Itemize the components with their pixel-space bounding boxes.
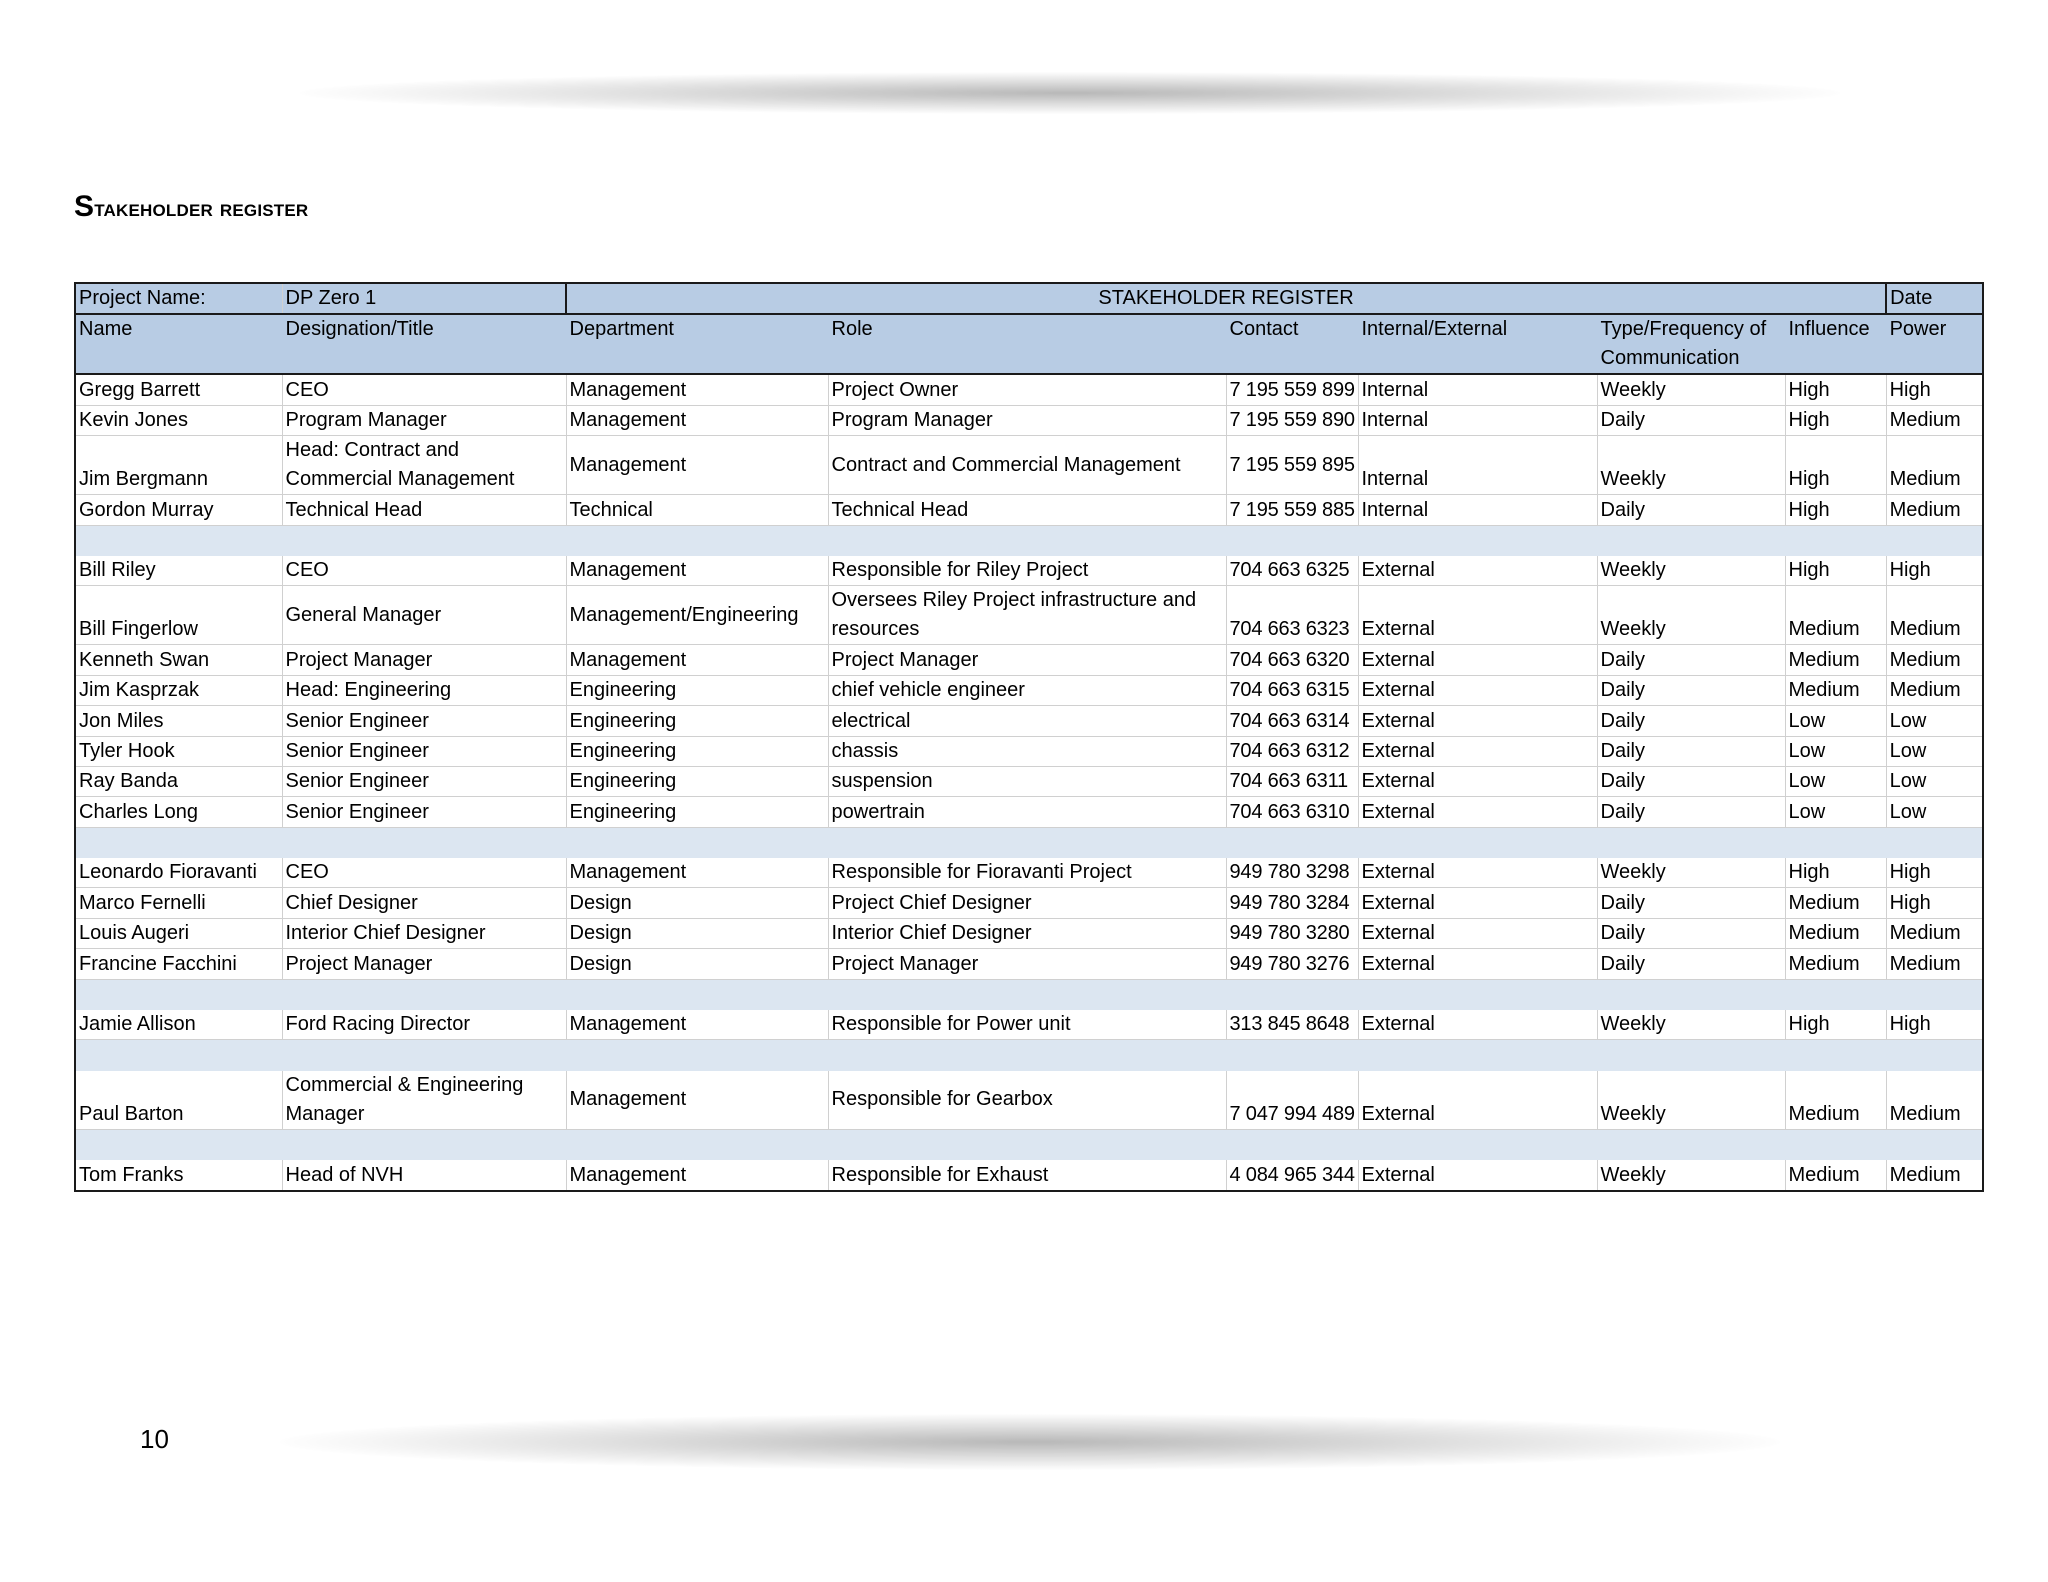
title-cell: Technical Head bbox=[282, 495, 566, 525]
project-name-label: Project Name: bbox=[75, 283, 282, 314]
stakeholder-row bbox=[75, 374, 1983, 405]
separator-cell bbox=[1597, 1129, 1785, 1159]
internal-external-cell: External bbox=[1358, 888, 1597, 918]
project-name-value: DP Zero 1 bbox=[282, 283, 566, 314]
separator-cell bbox=[75, 525, 282, 555]
separator-cell bbox=[828, 827, 1226, 857]
title-cell: Program Manager bbox=[282, 405, 566, 435]
title-cell: CEO bbox=[282, 374, 566, 405]
role-cell: Responsible for Riley Project bbox=[828, 555, 1226, 585]
title-cell: CEO bbox=[282, 858, 566, 888]
power-cell: High bbox=[1886, 555, 1983, 585]
separator-cell bbox=[1886, 525, 1983, 555]
power-cell: High bbox=[1886, 374, 1983, 405]
contact-cell: 7 195 559 885 bbox=[1226, 495, 1358, 525]
stakeholder-row bbox=[75, 1160, 1983, 1191]
influence-cell: High bbox=[1785, 858, 1886, 888]
separator-cell bbox=[1226, 979, 1358, 1009]
frequency-cell: Daily bbox=[1597, 405, 1785, 435]
separator-cell bbox=[75, 979, 282, 1009]
contact-cell: 7 195 559 895 bbox=[1226, 436, 1358, 495]
separator-cell bbox=[1358, 1040, 1597, 1070]
title-cell: Senior Engineer bbox=[282, 797, 566, 827]
separator-cell bbox=[1785, 1129, 1886, 1159]
column-header-name: Name bbox=[75, 314, 282, 374]
title-cell: General Manager bbox=[282, 586, 566, 645]
separator-cell bbox=[566, 1040, 828, 1070]
page-shadow-bottom bbox=[280, 1414, 1780, 1470]
internal-external-cell: External bbox=[1358, 675, 1597, 705]
group-separator-row bbox=[75, 979, 1983, 1009]
power-cell: Medium bbox=[1886, 586, 1983, 645]
contact-cell: 704 663 6310 bbox=[1226, 797, 1358, 827]
frequency-cell: Weekly bbox=[1597, 436, 1785, 495]
role-cell: Responsible for Power unit bbox=[828, 1010, 1226, 1040]
title-cell: Interior Chief Designer bbox=[282, 918, 566, 948]
name-cell: Paul Barton bbox=[75, 1070, 282, 1129]
title-cell: Project Manager bbox=[282, 645, 566, 675]
separator-cell bbox=[1886, 827, 1983, 857]
stakeholder-row bbox=[75, 405, 1983, 435]
frequency-cell: Weekly bbox=[1597, 374, 1785, 405]
stakeholder-row bbox=[75, 706, 1983, 736]
internal-external-cell: Internal bbox=[1358, 436, 1597, 495]
name-cell: Jon Miles bbox=[75, 706, 282, 736]
role-cell: Technical Head bbox=[828, 495, 1226, 525]
power-cell: Medium bbox=[1886, 436, 1983, 495]
department-cell: Design bbox=[566, 888, 828, 918]
name-cell: Jim Bergmann bbox=[75, 436, 282, 495]
department-cell: Management bbox=[566, 405, 828, 435]
group-separator-row bbox=[75, 1129, 1983, 1159]
department-cell: Management bbox=[566, 436, 828, 495]
title-cell: Senior Engineer bbox=[282, 766, 566, 796]
contact-cell: 949 780 3276 bbox=[1226, 949, 1358, 979]
page-heading bbox=[74, 190, 308, 224]
influence-cell: Low bbox=[1785, 706, 1886, 736]
separator-cell bbox=[566, 1129, 828, 1159]
department-cell: Management bbox=[566, 645, 828, 675]
group-separator-row bbox=[75, 525, 1983, 555]
separator-cell bbox=[566, 827, 828, 857]
frequency-cell: Daily bbox=[1597, 797, 1785, 827]
name-cell: Charles Long bbox=[75, 797, 282, 827]
power-cell: Medium bbox=[1886, 675, 1983, 705]
separator-cell bbox=[1226, 1129, 1358, 1159]
role-cell: Responsible for Exhaust bbox=[828, 1160, 1226, 1191]
separator-cell bbox=[1886, 979, 1983, 1009]
influence-cell: Medium bbox=[1785, 1070, 1886, 1129]
role-cell: chief vehicle engineer bbox=[828, 675, 1226, 705]
contact-cell: 704 663 6325 bbox=[1226, 555, 1358, 585]
department-cell: Engineering bbox=[566, 706, 828, 736]
separator-cell bbox=[566, 979, 828, 1009]
separator-cell bbox=[1226, 525, 1358, 555]
name-cell: Leonardo Fioravanti bbox=[75, 858, 282, 888]
internal-external-cell: External bbox=[1358, 918, 1597, 948]
power-cell: High bbox=[1886, 858, 1983, 888]
separator-cell bbox=[282, 1129, 566, 1159]
separator-cell bbox=[828, 1129, 1226, 1159]
separator-cell bbox=[75, 827, 282, 857]
stakeholder-row bbox=[75, 736, 1983, 766]
internal-external-cell: External bbox=[1358, 736, 1597, 766]
department-cell: Engineering bbox=[566, 736, 828, 766]
frequency-cell: Daily bbox=[1597, 495, 1785, 525]
separator-cell bbox=[1597, 979, 1785, 1009]
title-cell: Commercial & Engineering Manager bbox=[282, 1070, 566, 1129]
role-cell: Project Manager bbox=[828, 949, 1226, 979]
separator-cell bbox=[1886, 1040, 1983, 1070]
name-cell: Jim Kasprzak bbox=[75, 675, 282, 705]
internal-external-cell: Internal bbox=[1358, 495, 1597, 525]
frequency-cell: Daily bbox=[1597, 949, 1785, 979]
contact-cell: 704 663 6311 bbox=[1226, 766, 1358, 796]
power-cell: Medium bbox=[1886, 645, 1983, 675]
separator-cell bbox=[1785, 979, 1886, 1009]
name-cell: Francine Facchini bbox=[75, 949, 282, 979]
title-cell: Senior Engineer bbox=[282, 736, 566, 766]
department-cell: Technical bbox=[566, 495, 828, 525]
title-cell: Project Manager bbox=[282, 949, 566, 979]
frequency-cell: Daily bbox=[1597, 888, 1785, 918]
column-header-title: Designation/Title bbox=[282, 314, 566, 374]
internal-external-cell: External bbox=[1358, 766, 1597, 796]
power-cell: Medium bbox=[1886, 918, 1983, 948]
influence-cell: High bbox=[1785, 555, 1886, 585]
stakeholder-row bbox=[75, 949, 1983, 979]
frequency-cell: Daily bbox=[1597, 645, 1785, 675]
power-cell: Low bbox=[1886, 736, 1983, 766]
role-cell: Project Owner bbox=[828, 374, 1226, 405]
date-label: Date bbox=[1886, 283, 1983, 314]
department-cell: Management bbox=[566, 1070, 828, 1129]
column-header-power: Power bbox=[1886, 314, 1983, 374]
separator-cell bbox=[1886, 1129, 1983, 1159]
role-cell: Responsible for Gearbox bbox=[828, 1070, 1226, 1129]
separator-cell bbox=[1785, 1040, 1886, 1070]
register-body bbox=[75, 374, 1983, 1190]
influence-cell: High bbox=[1785, 436, 1886, 495]
page-shadow-top bbox=[300, 72, 1840, 114]
power-cell: Low bbox=[1886, 706, 1983, 736]
power-cell: Medium bbox=[1886, 1070, 1983, 1129]
stakeholder-row bbox=[75, 766, 1983, 796]
contact-cell: 704 663 6314 bbox=[1226, 706, 1358, 736]
influence-cell: Low bbox=[1785, 797, 1886, 827]
power-cell: Low bbox=[1886, 797, 1983, 827]
department-cell: Design bbox=[566, 949, 828, 979]
contact-cell: 7 047 994 489 bbox=[1226, 1070, 1358, 1129]
role-cell: chassis bbox=[828, 736, 1226, 766]
internal-external-cell: External bbox=[1358, 1010, 1597, 1040]
department-cell: Management bbox=[566, 1160, 828, 1191]
department-cell: Management bbox=[566, 858, 828, 888]
department-cell: Engineering bbox=[566, 675, 828, 705]
column-header-role: Role bbox=[828, 314, 1226, 374]
frequency-cell: Weekly bbox=[1597, 1160, 1785, 1191]
department-cell: Engineering bbox=[566, 797, 828, 827]
power-cell: Medium bbox=[1886, 405, 1983, 435]
role-cell: suspension bbox=[828, 766, 1226, 796]
internal-external-cell: Internal bbox=[1358, 374, 1597, 405]
stakeholder-row bbox=[75, 858, 1983, 888]
name-cell: Jamie Allison bbox=[75, 1010, 282, 1040]
frequency-cell: Daily bbox=[1597, 766, 1785, 796]
contact-cell: 704 663 6312 bbox=[1226, 736, 1358, 766]
name-cell: Kevin Jones bbox=[75, 405, 282, 435]
department-cell: Management bbox=[566, 1010, 828, 1040]
internal-external-cell: External bbox=[1358, 1160, 1597, 1191]
influence-cell: Medium bbox=[1785, 918, 1886, 948]
name-cell: Kenneth Swan bbox=[75, 645, 282, 675]
frequency-cell: Daily bbox=[1597, 918, 1785, 948]
stakeholder-row bbox=[75, 586, 1983, 645]
frequency-cell: Weekly bbox=[1597, 858, 1785, 888]
contact-cell: 949 780 3298 bbox=[1226, 858, 1358, 888]
heading-rest: takeholder register bbox=[94, 195, 309, 222]
header-row bbox=[75, 314, 1983, 374]
name-cell: Gregg Barrett bbox=[75, 374, 282, 405]
separator-cell bbox=[1785, 827, 1886, 857]
separator-cell bbox=[282, 1040, 566, 1070]
frequency-cell: Weekly bbox=[1597, 555, 1785, 585]
stakeholder-row bbox=[75, 1070, 1983, 1129]
influence-cell: Medium bbox=[1785, 586, 1886, 645]
stakeholder-row bbox=[75, 555, 1983, 585]
internal-external-cell: External bbox=[1358, 586, 1597, 645]
stakeholder-row bbox=[75, 495, 1983, 525]
department-cell: Management bbox=[566, 374, 828, 405]
name-cell: Marco Fernelli bbox=[75, 888, 282, 918]
separator-cell bbox=[1226, 827, 1358, 857]
department-cell: Design bbox=[566, 918, 828, 948]
stakeholder-row bbox=[75, 888, 1983, 918]
internal-external-cell: External bbox=[1358, 706, 1597, 736]
department-cell: Engineering bbox=[566, 766, 828, 796]
separator-cell bbox=[1358, 1129, 1597, 1159]
role-cell: Responsible for Fioravanti Project bbox=[828, 858, 1226, 888]
contact-cell: 949 780 3280 bbox=[1226, 918, 1358, 948]
separator-cell bbox=[75, 1040, 282, 1070]
contact-cell: 7 195 559 890 bbox=[1226, 405, 1358, 435]
role-cell: powertrain bbox=[828, 797, 1226, 827]
internal-external-cell: External bbox=[1358, 555, 1597, 585]
power-cell: Medium bbox=[1886, 949, 1983, 979]
separator-cell bbox=[282, 525, 566, 555]
separator-cell bbox=[1597, 827, 1785, 857]
frequency-cell: Daily bbox=[1597, 736, 1785, 766]
separator-cell bbox=[566, 525, 828, 555]
role-cell: Program Manager bbox=[828, 405, 1226, 435]
separator-cell bbox=[1597, 1040, 1785, 1070]
column-header-internal-external: Internal/External bbox=[1358, 314, 1597, 374]
title-cell: Senior Engineer bbox=[282, 706, 566, 736]
internal-external-cell: External bbox=[1358, 797, 1597, 827]
title-cell: Head of NVH bbox=[282, 1160, 566, 1191]
separator-cell bbox=[282, 979, 566, 1009]
frequency-cell: Weekly bbox=[1597, 1010, 1785, 1040]
internal-external-cell: External bbox=[1358, 645, 1597, 675]
stakeholder-row bbox=[75, 918, 1983, 948]
separator-cell bbox=[75, 1129, 282, 1159]
separator-cell bbox=[1226, 1040, 1358, 1070]
column-header-department: Department bbox=[566, 314, 828, 374]
column-header-contact: Contact bbox=[1226, 314, 1358, 374]
frequency-cell: Daily bbox=[1597, 706, 1785, 736]
name-cell: Gordon Murray bbox=[75, 495, 282, 525]
influence-cell: Medium bbox=[1785, 675, 1886, 705]
influence-cell: High bbox=[1785, 495, 1886, 525]
title-cell: Ford Racing Director bbox=[282, 1010, 566, 1040]
department-cell: Management bbox=[566, 555, 828, 585]
title-cell: Head: Contract and Commercial Management bbox=[282, 436, 566, 495]
power-cell: High bbox=[1886, 1010, 1983, 1040]
contact-cell: 704 663 6315 bbox=[1226, 675, 1358, 705]
department-cell: Management/Engineering bbox=[566, 586, 828, 645]
role-cell: electrical bbox=[828, 706, 1226, 736]
influence-cell: High bbox=[1785, 405, 1886, 435]
internal-external-cell: External bbox=[1358, 858, 1597, 888]
meta-row bbox=[75, 283, 1983, 314]
title-cell: Head: Engineering bbox=[282, 675, 566, 705]
heading-initial: S bbox=[74, 190, 95, 223]
contact-cell: 949 780 3284 bbox=[1226, 888, 1358, 918]
internal-external-cell: External bbox=[1358, 949, 1597, 979]
stakeholder-register-table bbox=[74, 282, 1984, 1192]
contact-cell: 7 195 559 899 bbox=[1226, 374, 1358, 405]
name-cell: Louis Augeri bbox=[75, 918, 282, 948]
column-header-influence: Influence bbox=[1785, 314, 1886, 374]
role-cell: Oversees Riley Project infrastructure and resources bbox=[828, 586, 1226, 645]
influence-cell: Medium bbox=[1785, 1160, 1886, 1191]
stakeholder-row bbox=[75, 436, 1983, 495]
separator-cell bbox=[282, 827, 566, 857]
frequency-cell: Daily bbox=[1597, 675, 1785, 705]
contact-cell: 704 663 6320 bbox=[1226, 645, 1358, 675]
separator-cell bbox=[1597, 525, 1785, 555]
influence-cell: Medium bbox=[1785, 645, 1886, 675]
influence-cell: Low bbox=[1785, 766, 1886, 796]
page-number: 10 bbox=[140, 1424, 169, 1454]
role-cell: Project Chief Designer bbox=[828, 888, 1226, 918]
separator-cell bbox=[828, 525, 1226, 555]
group-separator-row bbox=[75, 827, 1983, 857]
internal-external-cell: Internal bbox=[1358, 405, 1597, 435]
name-cell: Tyler Hook bbox=[75, 736, 282, 766]
contact-cell: 4 084 965 344 bbox=[1226, 1160, 1358, 1191]
influence-cell: High bbox=[1785, 374, 1886, 405]
role-cell: Project Manager bbox=[828, 645, 1226, 675]
internal-external-cell: External bbox=[1358, 1070, 1597, 1129]
stakeholder-row bbox=[75, 797, 1983, 827]
column-header-frequency: Type/Frequency of Communication bbox=[1597, 314, 1785, 374]
separator-cell bbox=[1358, 827, 1597, 857]
separator-cell bbox=[1785, 525, 1886, 555]
name-cell: Tom Franks bbox=[75, 1160, 282, 1191]
group-separator-row bbox=[75, 1040, 1983, 1070]
power-cell: Low bbox=[1886, 766, 1983, 796]
separator-cell bbox=[1358, 979, 1597, 1009]
name-cell: Ray Banda bbox=[75, 766, 282, 796]
separator-cell bbox=[828, 1040, 1226, 1070]
power-cell: Medium bbox=[1886, 1160, 1983, 1191]
stakeholder-row bbox=[75, 645, 1983, 675]
influence-cell: Medium bbox=[1785, 888, 1886, 918]
stakeholder-row bbox=[75, 1010, 1983, 1040]
power-cell: Medium bbox=[1886, 495, 1983, 525]
name-cell: Bill Riley bbox=[75, 555, 282, 585]
influence-cell: Low bbox=[1785, 736, 1886, 766]
title-cell: CEO bbox=[282, 555, 566, 585]
role-cell: Interior Chief Designer bbox=[828, 918, 1226, 948]
separator-cell bbox=[828, 979, 1226, 1009]
influence-cell: Medium bbox=[1785, 949, 1886, 979]
name-cell: Bill Fingerlow bbox=[75, 586, 282, 645]
register-title: STAKEHOLDER REGISTER bbox=[566, 283, 1886, 314]
title-cell: Chief Designer bbox=[282, 888, 566, 918]
contact-cell: 704 663 6323 bbox=[1226, 586, 1358, 645]
contact-cell: 313 845 8648 bbox=[1226, 1010, 1358, 1040]
influence-cell: High bbox=[1785, 1010, 1886, 1040]
role-cell: Contract and Commercial Management bbox=[828, 436, 1226, 495]
frequency-cell: Weekly bbox=[1597, 1070, 1785, 1129]
stakeholder-row bbox=[75, 675, 1983, 705]
power-cell: High bbox=[1886, 888, 1983, 918]
separator-cell bbox=[1358, 525, 1597, 555]
frequency-cell: Weekly bbox=[1597, 586, 1785, 645]
